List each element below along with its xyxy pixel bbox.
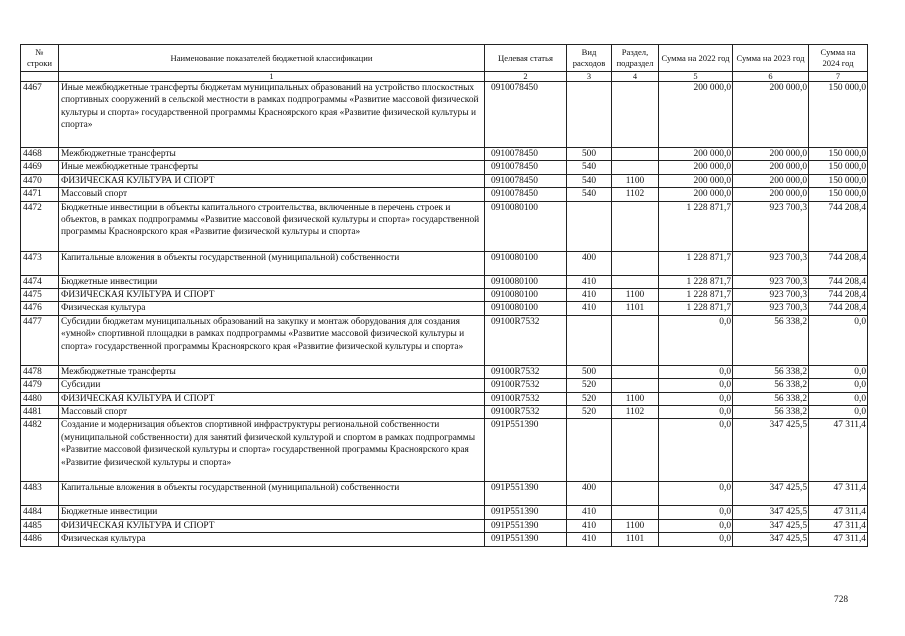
- row-name: ФИЗИЧЕСКАЯ КУЛЬТУРА И СПОРТ: [59, 519, 485, 532]
- row-number: 4472: [21, 201, 59, 251]
- table-row: [21, 506, 868, 519]
- row-name: Бюджетные инвестиции: [59, 275, 485, 288]
- sum-2023: 56 338,2: [733, 406, 809, 419]
- table-row: [21, 533, 868, 546]
- row-name: Капитальные вложения в объекты государственной (муниципальной) собственности: [59, 482, 485, 506]
- sum-2024: 47 311,4: [809, 506, 868, 519]
- section-code: [612, 201, 659, 251]
- section-code: [612, 365, 659, 378]
- row-name: Физическая культура: [59, 302, 485, 315]
- row-name: ФИЗИЧЕСКАЯ КУЛЬТУРА И СПОРТ: [59, 392, 485, 405]
- expense-kind: 410: [567, 506, 612, 519]
- target-article: 09100R7532: [485, 392, 567, 405]
- section-code: 1100: [612, 519, 659, 532]
- target-article: 0910078450: [485, 82, 567, 148]
- section-code: [612, 506, 659, 519]
- row-number: 4477: [21, 315, 59, 365]
- expense-kind: 400: [567, 482, 612, 506]
- sum-2024: 150 000,0: [809, 148, 868, 161]
- header-sum-2022: Сумма на 2022 год: [659, 45, 733, 72]
- table-row: [21, 161, 868, 174]
- expense-kind: 520: [567, 406, 612, 419]
- expense-kind: 410: [567, 289, 612, 302]
- section-code: 1100: [612, 392, 659, 405]
- sum-2022: 0,0: [659, 519, 733, 532]
- column-number: 6: [733, 72, 809, 82]
- sum-2022: 0,0: [659, 482, 733, 506]
- row-name: Межбюджетные трансферты: [59, 365, 485, 378]
- row-number: 4480: [21, 392, 59, 405]
- sum-2022: 200 000,0: [659, 161, 733, 174]
- sum-2022: 200 000,0: [659, 174, 733, 187]
- section-code: [612, 275, 659, 288]
- row-number: 4468: [21, 148, 59, 161]
- header-sum-2024: Сумма на 2024 год: [809, 45, 868, 72]
- expense-kind: [567, 201, 612, 251]
- table-row: [21, 315, 868, 365]
- expense-kind: 410: [567, 302, 612, 315]
- target-article: 0910078450: [485, 188, 567, 201]
- column-number: 7: [809, 72, 868, 82]
- target-article: 0910080100: [485, 201, 567, 251]
- expense-kind: 410: [567, 519, 612, 532]
- row-name: Субсидии: [59, 379, 485, 392]
- sum-2024: 0,0: [809, 365, 868, 378]
- row-number: 4473: [21, 251, 59, 275]
- table-row: [21, 275, 868, 288]
- table-row: [21, 419, 868, 482]
- column-number: 5: [659, 72, 733, 82]
- target-article: 091P551390: [485, 506, 567, 519]
- table-header-row: [21, 45, 868, 72]
- table-row: [21, 82, 868, 148]
- sum-2023: 347 425,5: [733, 506, 809, 519]
- row-name: Массовый спорт: [59, 406, 485, 419]
- sum-2023: 56 338,2: [733, 315, 809, 365]
- row-name: Создание и модернизация объектов спортивной инфраструктуры региональной собственности (муниципальной собственности) для занятий физической культурой и спортом в рамках подпрограммы «Развитие массовой физической культуры и спорта» государственной программы Красноярского края «Развитие физической культуры и спорта»: [59, 419, 485, 482]
- header-row-number: № строки: [21, 45, 59, 72]
- column-number-row: [21, 72, 868, 82]
- row-number: 4471: [21, 188, 59, 201]
- target-article: 0910080100: [485, 251, 567, 275]
- expense-kind: 400: [567, 251, 612, 275]
- sum-2023: 200 000,0: [733, 161, 809, 174]
- sum-2024: 150 000,0: [809, 82, 868, 148]
- row-name: Бюджетные инвестиции в объекты капитального строительства, включенные в перечень строек и объектов, в рамках подпрограммы «Развитие массовой физической культуры и спорта» государственной программы Красноярского края «Развитие физической культуры и спорта»: [59, 201, 485, 251]
- row-number: 4470: [21, 174, 59, 187]
- target-article: 091P551390: [485, 482, 567, 506]
- table-row: [21, 251, 868, 275]
- sum-2024: 744 208,4: [809, 201, 868, 251]
- target-article: 0910078450: [485, 161, 567, 174]
- sum-2023: 347 425,5: [733, 519, 809, 532]
- table-row: [21, 302, 868, 315]
- sum-2022: 0,0: [659, 419, 733, 482]
- sum-2023: 56 338,2: [733, 379, 809, 392]
- row-name: Физическая культура: [59, 533, 485, 546]
- sum-2024: 744 208,4: [809, 275, 868, 288]
- column-number: 4: [612, 72, 659, 82]
- expense-kind: 410: [567, 533, 612, 546]
- table-row: [21, 482, 868, 506]
- row-number: 4476: [21, 302, 59, 315]
- sum-2022: 1 228 871,7: [659, 302, 733, 315]
- section-code: [612, 161, 659, 174]
- sum-2022: 1 228 871,7: [659, 201, 733, 251]
- table-row: [21, 201, 868, 251]
- sum-2022: 0,0: [659, 392, 733, 405]
- page-number: 728: [834, 595, 849, 605]
- sum-2024: 0,0: [809, 392, 868, 405]
- target-article: 0910080100: [485, 302, 567, 315]
- row-number: 4469: [21, 161, 59, 174]
- row-number: 4486: [21, 533, 59, 546]
- sum-2023: 347 425,5: [733, 419, 809, 482]
- column-number: [21, 72, 59, 82]
- table-row: [21, 406, 868, 419]
- table-row: [21, 379, 868, 392]
- budget-table: [20, 44, 868, 547]
- sum-2024: 47 311,4: [809, 419, 868, 482]
- row-number: 4478: [21, 365, 59, 378]
- row-name: Иные межбюджетные трансферты: [59, 161, 485, 174]
- sum-2024: 47 311,4: [809, 482, 868, 506]
- section-code: [612, 251, 659, 275]
- sum-2023: 200 000,0: [733, 174, 809, 187]
- expense-kind: 540: [567, 161, 612, 174]
- column-number: 3: [567, 72, 612, 82]
- sum-2022: 0,0: [659, 506, 733, 519]
- row-number: 4485: [21, 519, 59, 532]
- expense-kind: 540: [567, 174, 612, 187]
- row-name: Иные межбюджетные трансферты бюджетам муниципальных образований на устройство плоскостных спортивных сооружений в сельской местности в рамках подпрограммы «Развитие массовой физической культуры и спорта» государственной программы Красноярского края «Развитие физической культуры и спорта»: [59, 82, 485, 148]
- sum-2022: 0,0: [659, 315, 733, 365]
- column-number: 2: [485, 72, 567, 82]
- section-code: 1101: [612, 533, 659, 546]
- sum-2022: 0,0: [659, 379, 733, 392]
- row-name: ФИЗИЧЕСКАЯ КУЛЬТУРА И СПОРТ: [59, 289, 485, 302]
- target-article: 0910080100: [485, 275, 567, 288]
- row-number: 4474: [21, 275, 59, 288]
- section-code: 1101: [612, 302, 659, 315]
- target-article: 0910078450: [485, 148, 567, 161]
- sum-2024: 150 000,0: [809, 174, 868, 187]
- section-code: [612, 148, 659, 161]
- sum-2022: 1 228 871,7: [659, 275, 733, 288]
- row-number: 4479: [21, 379, 59, 392]
- table-row: [21, 188, 868, 201]
- row-name: Субсидии бюджетам муниципальных образований на закупку и монтаж оборудования для создания «умной» спортивной площадки в рамках подпрограммы «Развитие массовой физической культуры и спорта» государственной программы Красноярского края «Развитие физической культуры и спорта»: [59, 315, 485, 365]
- row-number: 4467: [21, 82, 59, 148]
- section-code: [612, 419, 659, 482]
- target-article: 091P551390: [485, 419, 567, 482]
- sum-2023: 56 338,2: [733, 365, 809, 378]
- section-code: [612, 379, 659, 392]
- table-row: [21, 174, 868, 187]
- table-row: [21, 365, 868, 378]
- expense-kind: [567, 419, 612, 482]
- header-sum-2023: Сумма на 2023 год: [733, 45, 809, 72]
- sum-2024: 150 000,0: [809, 188, 868, 201]
- sum-2023: 347 425,5: [733, 533, 809, 546]
- table-row: [21, 289, 868, 302]
- target-article: 09100R7532: [485, 365, 567, 378]
- expense-kind: 520: [567, 392, 612, 405]
- sum-2022: 200 000,0: [659, 148, 733, 161]
- sum-2022: 200 000,0: [659, 82, 733, 148]
- section-code: [612, 482, 659, 506]
- sum-2023: 923 700,3: [733, 251, 809, 275]
- sum-2024: 0,0: [809, 379, 868, 392]
- row-name: Капитальные вложения в объекты государственной (муниципальной) собственности: [59, 251, 485, 275]
- header-target-article: Целевая статья: [485, 45, 567, 72]
- expense-kind: 500: [567, 148, 612, 161]
- table-row: [21, 148, 868, 161]
- row-number: 4481: [21, 406, 59, 419]
- sum-2023: 347 425,5: [733, 482, 809, 506]
- sum-2023: 200 000,0: [733, 188, 809, 201]
- sum-2024: 0,0: [809, 315, 868, 365]
- table-row: [21, 519, 868, 532]
- sum-2024: 150 000,0: [809, 161, 868, 174]
- target-article: 091P551390: [485, 519, 567, 532]
- row-name: Бюджетные инвестиции: [59, 506, 485, 519]
- row-number: 4482: [21, 419, 59, 482]
- expense-kind: 410: [567, 275, 612, 288]
- target-article: 0910078450: [485, 174, 567, 187]
- header-section: Раздел, подраздел: [612, 45, 659, 72]
- sum-2023: 923 700,3: [733, 302, 809, 315]
- sum-2023: 923 700,3: [733, 275, 809, 288]
- expense-kind: 520: [567, 379, 612, 392]
- expense-kind: 500: [567, 365, 612, 378]
- section-code: 1102: [612, 188, 659, 201]
- row-number: 4484: [21, 506, 59, 519]
- column-number: 1: [59, 72, 485, 82]
- row-name: Межбюджетные трансферты: [59, 148, 485, 161]
- sum-2023: 200 000,0: [733, 148, 809, 161]
- target-article: 0910080100: [485, 289, 567, 302]
- header-name: Наименование показателей бюджетной классификации: [59, 45, 485, 72]
- sum-2024: 47 311,4: [809, 519, 868, 532]
- target-article: 09100R7532: [485, 379, 567, 392]
- sum-2023: 923 700,3: [733, 201, 809, 251]
- sum-2022: 0,0: [659, 365, 733, 378]
- row-number: 4475: [21, 289, 59, 302]
- sum-2024: 744 208,4: [809, 289, 868, 302]
- table-row: [21, 392, 868, 405]
- section-code: 1100: [612, 289, 659, 302]
- target-article: 09100R7532: [485, 315, 567, 365]
- section-code: 1100: [612, 174, 659, 187]
- header-expense-kind: Вид расходов: [567, 45, 612, 72]
- section-code: [612, 315, 659, 365]
- section-code: 1102: [612, 406, 659, 419]
- sum-2024: 47 311,4: [809, 533, 868, 546]
- sum-2022: 1 228 871,7: [659, 289, 733, 302]
- sum-2022: 0,0: [659, 406, 733, 419]
- sum-2022: 200 000,0: [659, 188, 733, 201]
- section-code: [612, 82, 659, 148]
- sum-2023: 200 000,0: [733, 82, 809, 148]
- sum-2024: 744 208,4: [809, 251, 868, 275]
- sum-2024: 0,0: [809, 406, 868, 419]
- sum-2023: 56 338,2: [733, 392, 809, 405]
- row-name: ФИЗИЧЕСКАЯ КУЛЬТУРА И СПОРТ: [59, 174, 485, 187]
- sum-2022: 0,0: [659, 533, 733, 546]
- expense-kind: [567, 82, 612, 148]
- row-number: 4483: [21, 482, 59, 506]
- row-name: Массовый спорт: [59, 188, 485, 201]
- expense-kind: [567, 315, 612, 365]
- target-article: 091P551390: [485, 533, 567, 546]
- sum-2022: 1 228 871,7: [659, 251, 733, 275]
- sum-2023: 923 700,3: [733, 289, 809, 302]
- expense-kind: 540: [567, 188, 612, 201]
- sum-2024: 744 208,4: [809, 302, 868, 315]
- target-article: 09100R7532: [485, 406, 567, 419]
